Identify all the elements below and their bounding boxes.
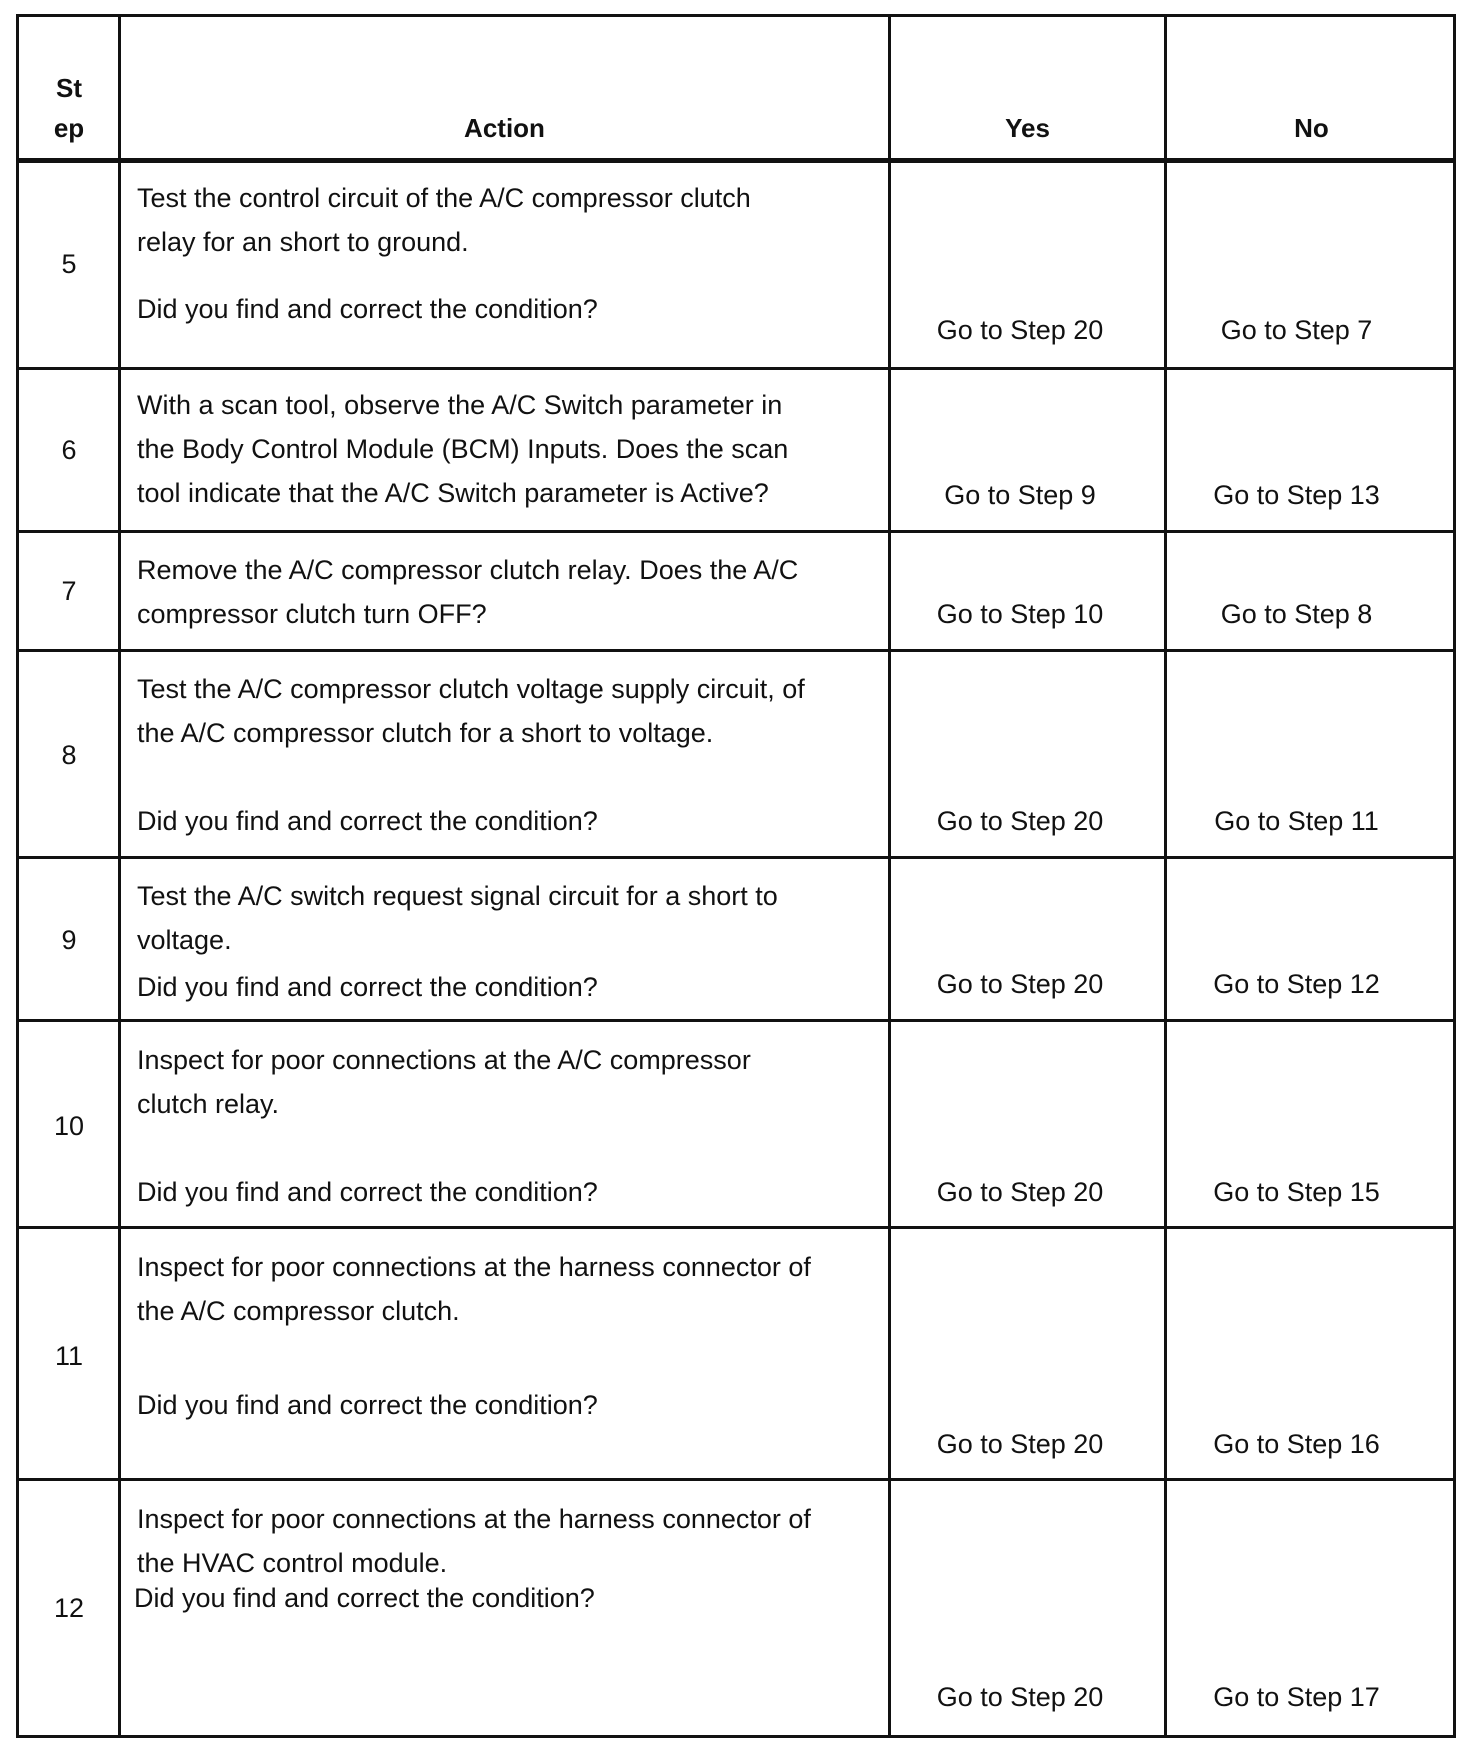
no-link[interactable]: Go to Step 8 xyxy=(1220,599,1373,629)
action-text: Inspect for poor connections at the harness connector of the HVAC control module. xyxy=(137,1504,811,1578)
no-link[interactable]: Go to Step 16 xyxy=(1213,1429,1380,1459)
header-no: No xyxy=(1294,113,1329,143)
no-link[interactable]: Go to Step 17 xyxy=(1213,1682,1380,1712)
row-divider xyxy=(16,530,1456,533)
action-text: Test the A/C compressor clutch voltage supply circuit, of the A/C compressor clutch for a short to voltage. xyxy=(137,674,805,748)
action-text: Test the control circuit of the A/C compressor clutch relay for an short to ground. xyxy=(137,183,751,257)
action-question: Did you find and correct the condition? xyxy=(137,294,598,324)
header-step xyxy=(19,68,119,148)
step-number: 6 xyxy=(61,435,77,465)
step-number: 5 xyxy=(61,249,77,279)
step-number: 8 xyxy=(61,740,77,770)
action-question: Did you find and correct the condition? xyxy=(137,1177,598,1207)
header-divider xyxy=(16,158,1456,163)
action-text: Inspect for poor connections at the A/C compressor clutch relay. xyxy=(137,1045,751,1119)
no-link[interactable]: Go to Step 11 xyxy=(1214,806,1379,836)
no-link[interactable]: Go to Step 7 xyxy=(1220,315,1373,345)
action-text: Inspect for poor connections at the harness connector of the A/C compressor clutch. xyxy=(137,1252,811,1326)
no-link[interactable]: Go to Step 15 xyxy=(1213,1177,1380,1207)
header-action: Action xyxy=(464,113,545,143)
header-step-line1: St xyxy=(56,73,82,103)
yes-link[interactable]: Go to Step 20 xyxy=(936,1177,1104,1207)
step-number: 11 xyxy=(54,1341,84,1371)
action-text: Test the A/C switch request signal circuit for a short to voltage. xyxy=(137,881,778,955)
row-divider xyxy=(16,1019,1456,1022)
no-link[interactable]: Go to Step 12 xyxy=(1213,969,1380,999)
yes-link[interactable]: Go to Step 20 xyxy=(936,315,1104,345)
row-divider xyxy=(16,1478,1456,1481)
no-link[interactable]: Go to Step 13 xyxy=(1213,480,1380,510)
yes-link[interactable]: Go to Step 10 xyxy=(936,599,1104,629)
yes-link[interactable]: Go to Step 9 xyxy=(944,480,1096,510)
yes-link[interactable]: Go to Step 20 xyxy=(936,969,1104,999)
yes-link[interactable]: Go to Step 20 xyxy=(936,1682,1104,1712)
yes-link[interactable]: Go to Step 20 xyxy=(936,806,1104,836)
row-divider xyxy=(16,1226,1456,1229)
row-divider xyxy=(16,367,1456,370)
action-text: With a scan tool, observe the A/C Switch parameter in the Body Control Module (BCM) Inputs. Does the scan tool indicate that the A/C Switch parameter is Active? xyxy=(137,390,789,508)
step-number: 9 xyxy=(61,925,77,955)
step-number: 10 xyxy=(53,1111,85,1141)
action-question: Did you find and correct the condition? xyxy=(137,1390,598,1420)
header-step-line2: ep xyxy=(53,113,85,143)
action-text: Remove the A/C compressor clutch relay. Does the A/C compressor clutch turn OFF? xyxy=(137,555,799,629)
row-divider xyxy=(16,856,1456,859)
step-number: 7 xyxy=(61,576,77,606)
header-yes: Yes xyxy=(1005,113,1050,143)
column-divider xyxy=(888,14,891,1738)
step-number: 12 xyxy=(53,1593,85,1623)
column-divider xyxy=(1164,14,1167,1738)
action-question: Did you find and correct the condition? xyxy=(137,806,598,836)
action-question: Did you find and correct the condition? xyxy=(137,972,598,1002)
row-divider xyxy=(16,649,1456,652)
yes-link[interactable]: Go to Step 20 xyxy=(936,1429,1104,1459)
action-question: Did you find and correct the condition? xyxy=(134,1583,595,1613)
